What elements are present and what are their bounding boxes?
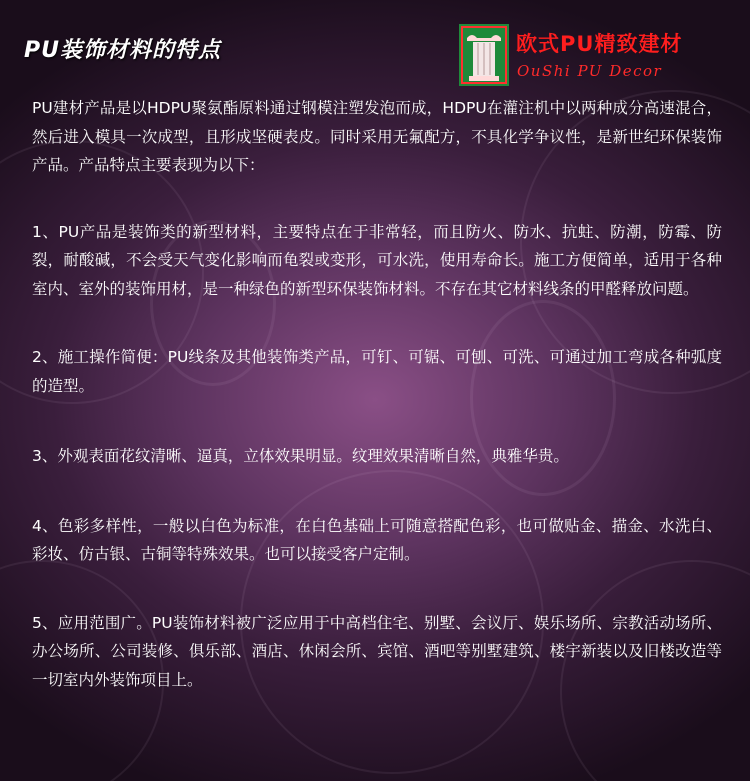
logo-english-text: OuShi PU Decor bbox=[517, 62, 663, 80]
feature-paragraph-5: 5、应用范围广。PU装饰材料被广泛应用于中高档住宅、别墅、会议厅、娱乐场所、宗教活动场所、办公场所、公司装修、俱乐部、酒店、休闲会所、宾馆、酒吧等别墅建筑、楼宇新装以及旧楼改造等一切室内外装饰项目上。 bbox=[32, 613, 722, 689]
column-logo-icon bbox=[459, 24, 509, 86]
feature-text-block bbox=[32, 94, 722, 694]
page-title: PU装饰材料的特点 bbox=[24, 38, 221, 63]
feature-paragraph-3: 3、外观表面花纹清晰、逼真，立体效果明显。纹理效果清晰自然，典雅华贵。 bbox=[32, 447, 569, 465]
logo-chinese-text: 欧式PU精致建材 bbox=[516, 32, 683, 56]
feature-paragraph-4: 4、色彩多样性，一般以白色为标准，在白色基础上可随意搭配色彩，也可做贴金、描金、水洗白、彩妆、仿古银、古铜等特殊效果。也可以接受客户定制。 bbox=[32, 516, 722, 563]
feature-paragraph-1: 1、PU产品是装饰类的新型材料，主要特点在于非常轻，而且防火、防水、抗蛀、防潮，防霉、防裂，耐酸碱，不会受天气变化影响而龟裂或变形，可水洗，使用寿命长。施工方便简单，适用于各种室内、室外的装饰用材，是一种绿色的新型环保装饰材料。不存在其它材料线条的甲醛释放问题。 bbox=[32, 222, 722, 298]
intro-paragraph: PU建材产品是以HDPU聚氨酯原料通过钢模注塑发泡而成，HDPU在灌注机中以两种成分高速混合，然后进入模具一次成型，且形成坚硬表皮。同时采用无氟配方，不具化学争议性，是新世纪环保装饰产品。产品特点主要表现为以下： bbox=[32, 99, 722, 174]
brand-logo bbox=[459, 24, 729, 88]
feature-paragraph-2: 2、施工操作简便：PU线条及其他装饰类产品，可钉、可锯、可刨、可洗、可通过加工弯成各种弧度的造型。 bbox=[32, 348, 722, 395]
